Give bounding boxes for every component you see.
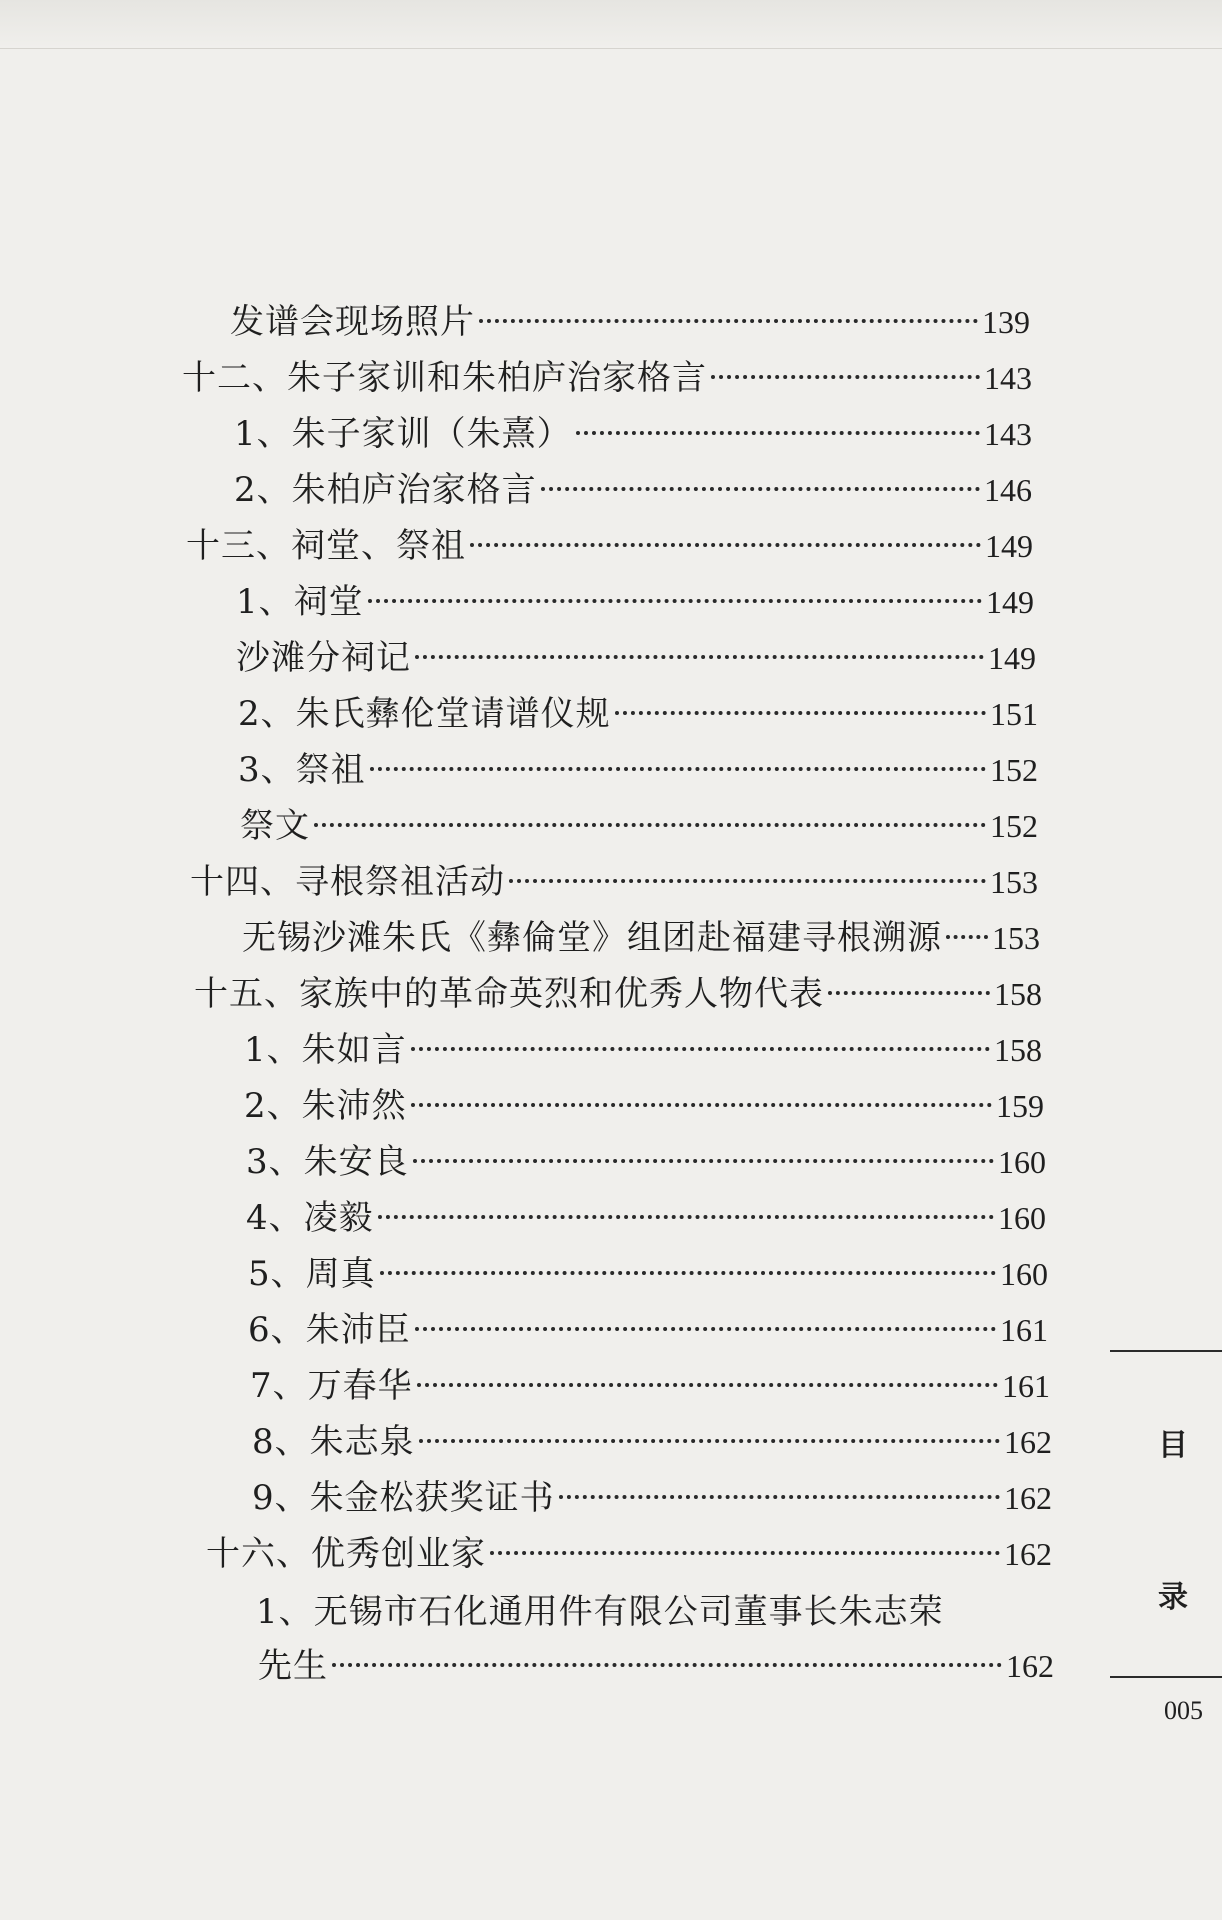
toc-entry-page: 158 xyxy=(994,976,1042,1012)
dot-leader xyxy=(559,1494,1000,1499)
dot-leader xyxy=(415,1326,996,1331)
toc-entry xyxy=(246,1192,1046,1244)
toc-entry-title: 2、朱沛然 xyxy=(244,1086,407,1126)
toc-entry-page: 146 xyxy=(984,472,1032,508)
toc-entry-title: 8、朱志泉 xyxy=(252,1422,415,1462)
toc-entry-page: 162 xyxy=(1006,1648,1054,1684)
toc-entry xyxy=(244,1080,1044,1132)
toc-entry-page: 152 xyxy=(990,808,1038,844)
dot-leader xyxy=(415,654,984,659)
toc-entry-page: 158 xyxy=(994,1032,1042,1068)
dot-leader xyxy=(470,542,981,547)
toc-entry xyxy=(194,968,1042,1020)
toc-entry-title: 7、万春华 xyxy=(250,1366,413,1406)
dot-leader xyxy=(411,1046,990,1051)
toc-entry-page: 153 xyxy=(990,864,1038,900)
toc-entry xyxy=(248,1248,1048,1300)
dot-leader xyxy=(378,1214,994,1219)
toc-entry xyxy=(186,520,1033,572)
toc-entry-page: 143 xyxy=(984,416,1032,452)
toc-entry xyxy=(206,1528,1052,1580)
toc-entry-title: 3、朱安良 xyxy=(246,1142,409,1182)
dot-leader xyxy=(413,1158,994,1163)
margin-rule-bottom xyxy=(1110,1676,1222,1678)
dot-leader xyxy=(370,766,986,771)
page-number: 005 xyxy=(1164,1696,1203,1725)
toc-entry xyxy=(252,1416,1052,1468)
dot-leader xyxy=(828,990,990,995)
toc-entry-page: 160 xyxy=(998,1200,1046,1236)
toc-entry xyxy=(182,352,1032,404)
toc-entry-page: 152 xyxy=(990,752,1038,788)
toc-entry-title: 5、周真 xyxy=(248,1254,376,1294)
dot-leader xyxy=(490,1550,1000,1555)
margin-rule-top xyxy=(1110,1350,1222,1352)
toc-entry-title: 1、祠堂 xyxy=(236,582,364,622)
toc-entry xyxy=(250,1360,1050,1412)
toc-entry-title: 十二、朱子家训和朱柏庐治家格言 xyxy=(182,358,707,398)
toc-entry-title: 十五、家族中的革命英烈和优秀人物代表 xyxy=(194,974,824,1014)
toc-entry xyxy=(240,800,1038,852)
toc-entry-title: 发谱会现场照片 xyxy=(230,302,475,342)
toc-entry-title: 十四、寻根祭祖活动 xyxy=(190,862,505,902)
toc-entry-title: 9、朱金松获奖证书 xyxy=(252,1478,555,1518)
dot-leader xyxy=(541,486,980,491)
toc-entry xyxy=(244,1024,1042,1076)
toc-entry-title: 2、朱柏庐治家格言 xyxy=(234,470,537,510)
toc-entry xyxy=(248,1304,1048,1356)
dot-leader xyxy=(479,318,978,323)
toc-entry-page: 160 xyxy=(998,1144,1046,1180)
dot-leader xyxy=(576,430,980,435)
toc-entry xyxy=(190,856,1038,908)
dot-leader xyxy=(946,934,988,939)
dot-leader xyxy=(368,598,982,603)
toc-entry-page: 161 xyxy=(1002,1368,1050,1404)
toc-entry xyxy=(256,1586,1056,1638)
toc-entry xyxy=(246,1136,1046,1188)
toc-entry-page: 160 xyxy=(1000,1256,1048,1292)
dot-leader xyxy=(711,374,980,379)
toc-entry-page: 143 xyxy=(984,360,1032,396)
dot-leader xyxy=(419,1438,1000,1443)
dot-leader xyxy=(314,822,986,827)
toc-entry-page: 149 xyxy=(985,528,1033,564)
toc-entry xyxy=(252,1472,1052,1524)
toc-entry xyxy=(236,632,1036,684)
toc-entry-page: 151 xyxy=(990,696,1038,732)
toc-entry-title: 先生 xyxy=(258,1646,328,1686)
toc-entry xyxy=(236,576,1034,628)
toc-entry-page: 153 xyxy=(992,920,1040,956)
toc-entry-title: 6、朱沛臣 xyxy=(248,1310,411,1350)
section-label-char: 目 xyxy=(1158,1428,1188,1463)
toc-entry-title: 无锡沙滩朱氏《彝倫堂》组团赴福建寻根溯源 xyxy=(242,918,942,958)
dot-leader xyxy=(332,1662,1002,1667)
toc-entry xyxy=(234,464,1032,516)
toc-entry xyxy=(242,912,1040,964)
toc-entry-title: 沙滩分祠记 xyxy=(236,638,411,678)
toc-entry-page: 161 xyxy=(1000,1312,1048,1348)
dot-leader xyxy=(411,1102,992,1107)
dot-leader xyxy=(615,710,986,715)
toc-entry-title: 1、无锡市石化通用件有限公司董事长朱志荣 xyxy=(256,1592,944,1632)
toc-entry-title: 3、祭祖 xyxy=(238,750,366,790)
toc-entry-title: 十三、祠堂、祭祖 xyxy=(186,526,466,566)
toc-entry-page: 149 xyxy=(988,640,1036,676)
section-label-char: 录 xyxy=(1158,1580,1188,1615)
toc-entry xyxy=(230,296,1030,348)
toc-entry-page: 159 xyxy=(996,1088,1044,1124)
toc-entry-title: 4、凌毅 xyxy=(246,1198,374,1238)
toc-entry-page: 162 xyxy=(1004,1480,1052,1516)
toc-entry-title: 十六、优秀创业家 xyxy=(206,1534,486,1574)
toc-entry-page: 139 xyxy=(982,304,1030,340)
toc-entry-title: 祭文 xyxy=(240,806,310,846)
dot-leader xyxy=(380,1270,996,1275)
dot-leader xyxy=(417,1382,998,1387)
toc-entry xyxy=(234,408,1032,460)
toc-entry xyxy=(238,744,1038,796)
toc-entry-page: 162 xyxy=(1004,1424,1052,1460)
toc-entry-title: 1、朱子家训（朱熹） xyxy=(234,414,572,454)
toc-entry-page: 149 xyxy=(986,584,1034,620)
toc-entry-title: 2、朱氏彝伦堂请谱仪规 xyxy=(238,694,611,734)
toc-entry-page: 162 xyxy=(1004,1536,1052,1572)
toc-entry-title: 1、朱如言 xyxy=(244,1030,407,1070)
dot-leader xyxy=(509,878,986,883)
toc-entry xyxy=(258,1640,1054,1692)
toc-entry xyxy=(238,688,1038,740)
